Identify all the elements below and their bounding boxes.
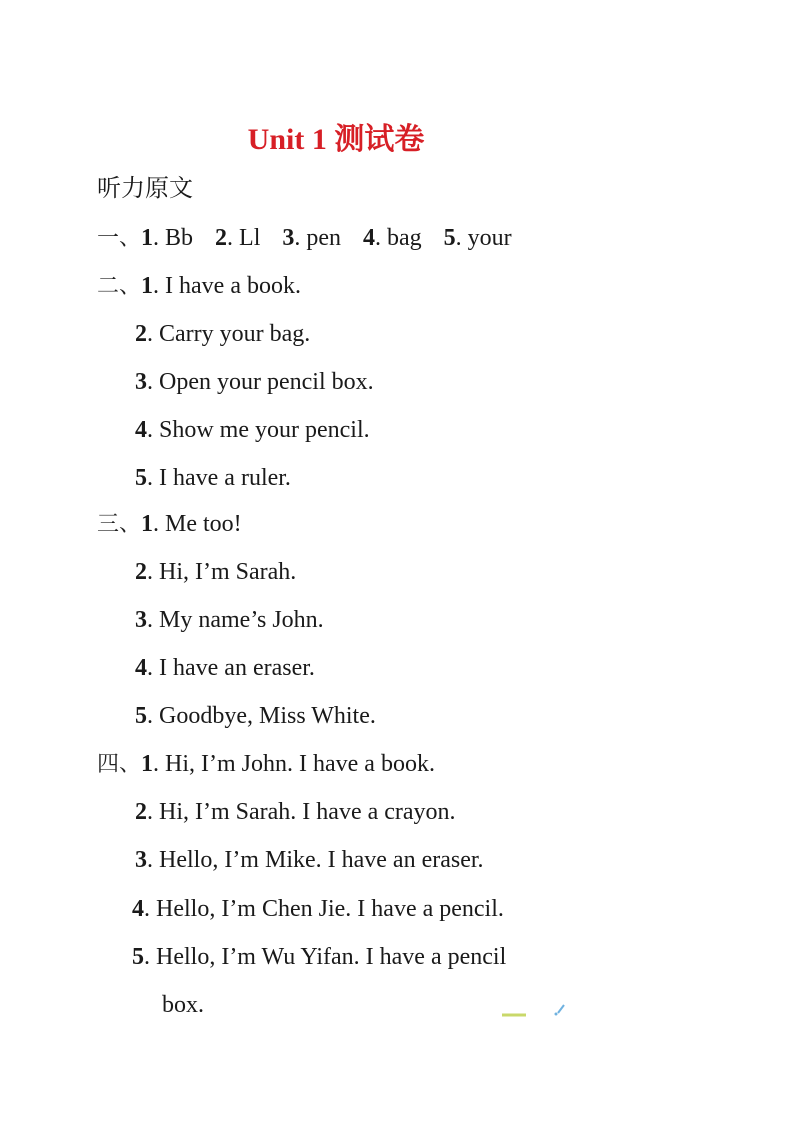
- s2-item-5-text: . I have a ruler.: [147, 465, 291, 491]
- s3-item-2-num: 2: [135, 559, 147, 585]
- s3-item-4-text: . I have an eraser.: [147, 655, 315, 681]
- s3-item-1-text: . Me too!: [153, 511, 242, 537]
- s4-item-5-num: 5: [132, 944, 144, 970]
- s1-item-4-text: . bag: [375, 225, 422, 251]
- s4-item-2-num: 2: [135, 799, 147, 825]
- s3-item-4-num: 4: [135, 655, 147, 681]
- s4-item-5-continuation: box.: [162, 992, 204, 1018]
- s2-item-3: [135, 364, 374, 400]
- s4-item-4-num: 4: [132, 896, 144, 922]
- s3-item-2: [135, 554, 296, 590]
- s2-item-2-num: 2: [135, 321, 147, 347]
- s4-item-3-text: . Hello, I’m Mike. I have an eraser.: [147, 847, 484, 873]
- s3-item-3-text: . My name’s John.: [147, 607, 324, 633]
- s4-item-3-num: 3: [135, 847, 147, 873]
- s3-item-1-num: 1: [141, 511, 154, 537]
- section-3-marker: 三、: [97, 512, 142, 537]
- s2-item-1: [97, 268, 301, 305]
- s1-item-2-num: 2: [215, 225, 228, 251]
- s1-item-2-text: . Ll: [227, 225, 261, 251]
- s4-item-1-num: 1: [141, 751, 154, 777]
- section-1-marker: 一、: [97, 226, 142, 251]
- scan-marks: [500, 1000, 580, 1020]
- s1-item-1-text: . Bb: [153, 225, 194, 251]
- s4-item-2-text: . Hi, I’m Sarah. I have a crayon.: [147, 799, 456, 825]
- section-heading: 听力原文: [97, 174, 193, 202]
- page-title: Unit 1 测试卷: [247, 123, 425, 156]
- s4-item-5-text: . Hello, I’m Wu Yifan. I have a pencil: [144, 944, 507, 970]
- blue-dot: [555, 1013, 558, 1016]
- s2-item-4-num: 4: [135, 417, 147, 443]
- s2-item-5: [135, 460, 291, 496]
- s1-item-5-text: . your: [455, 225, 512, 251]
- s1-item-1-num: 1: [141, 225, 154, 251]
- s2-item-2: [135, 316, 310, 352]
- s2-item-4: [135, 412, 370, 448]
- s1-item-3-num: 3: [282, 225, 295, 251]
- s2-item-3-text: . Open your pencil box.: [147, 369, 374, 395]
- s4-item-1-text: . Hi, I’m John. I have a book.: [153, 751, 435, 777]
- s1-item-3-text: . pen: [294, 225, 342, 251]
- section-2-marker: 二、: [97, 274, 142, 299]
- s2-item-1-text: . I have a book.: [153, 273, 301, 299]
- s3-item-2-text: . Hi, I’m Sarah.: [147, 559, 297, 585]
- section-1-line: [97, 220, 512, 257]
- s3-item-5: [135, 698, 376, 734]
- s2-item-5-num: 5: [135, 465, 147, 491]
- s2-item-3-num: 3: [135, 369, 147, 395]
- blue-mark: [558, 1005, 564, 1013]
- s4-item-4-text: . Hello, I’m Chen Jie. I have a pencil.: [144, 896, 504, 922]
- s3-item-1: [97, 506, 242, 543]
- s4-item-4: [132, 891, 504, 927]
- s4-item-5: [132, 939, 506, 975]
- s4-item-2: [135, 794, 456, 830]
- s2-item-2-text: . Carry your bag.: [147, 321, 311, 347]
- s4-item-1: [97, 746, 435, 783]
- s2-item-4-text: . Show me your pencil.: [147, 417, 370, 443]
- s1-item-5-num: 5: [443, 225, 456, 251]
- s3-item-3-num: 3: [135, 607, 147, 633]
- s3-item-4: [135, 650, 315, 686]
- s3-item-3: [135, 602, 324, 638]
- s1-item-4-num: 4: [363, 225, 376, 251]
- s2-item-1-num: 1: [141, 273, 154, 299]
- s4-item-3: [135, 842, 484, 878]
- section-4-marker: 四、: [97, 752, 142, 777]
- s3-item-5-text: . Goodbye, Miss White.: [147, 703, 376, 729]
- s3-item-5-num: 5: [135, 703, 147, 729]
